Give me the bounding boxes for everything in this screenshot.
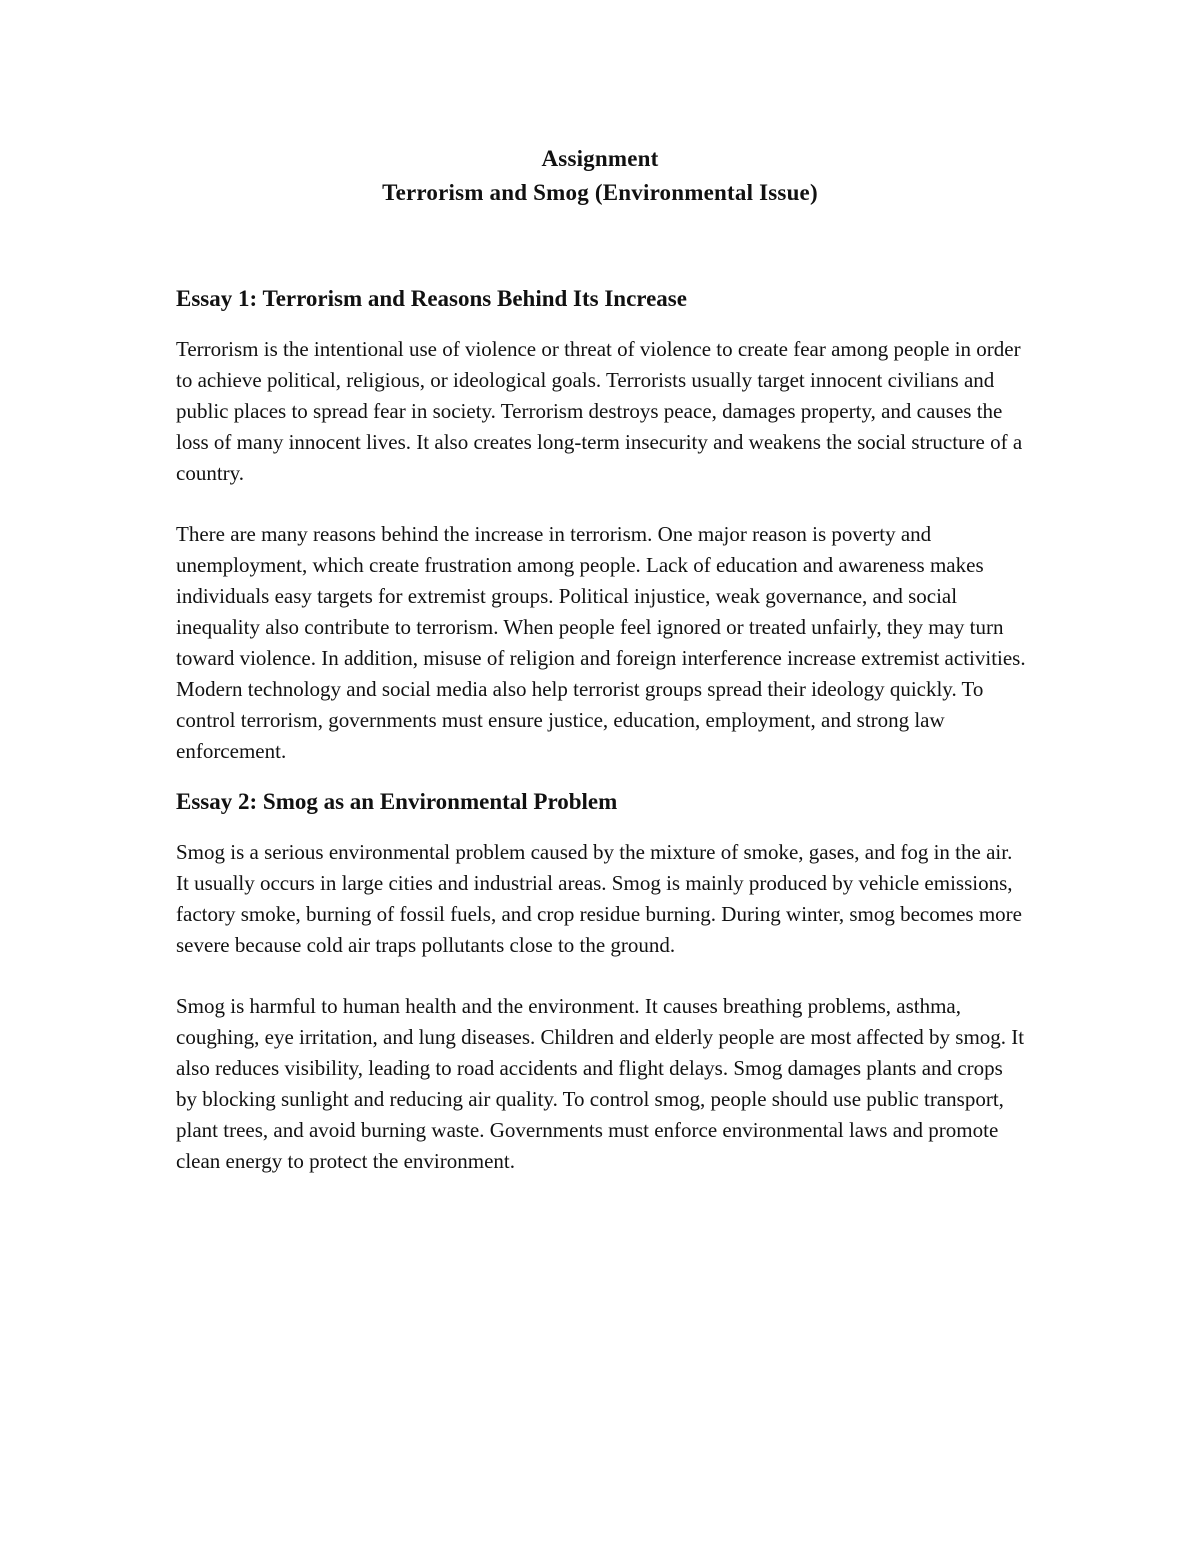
essay-2: [176, 783, 1028, 1177]
essay-1: [176, 280, 1028, 767]
essay-2-paragraph-2: Smog is harmful to human health and the environment. It causes breathing problems, asthma, coughing, eye irritation, and lung diseases. Children and elderly people are most affected by smog. It also reduces visibility, leading to road accidents and flight delays. Smog damages plants and crops by blocking sunlight and reducing air quality. To control smog, people should use public transport, plant trees, and avoid burning waste. Governments must enforce environmental laws and promote clean energy to protect the environment.: [176, 994, 1025, 1173]
document-body: [176, 280, 1028, 1177]
essay-2-heading: Essay 2: Smog as an Environmental Problem: [176, 789, 618, 814]
document-subtitle: Terrorism and Smog (Environmental Issue): [382, 180, 818, 205]
document-title: Assignment: [541, 146, 659, 171]
essay-2-paragraph-1: Smog is a serious environmental problem caused by the mixture of smoke, gases, and fog in the air. It usually occurs in large cities and industrial areas. Smog is mainly produced by vehicle emissions, factory smoke, burning of fossil fuels, and crop residue burning. During winter, smog becomes more severe because cold air traps pollutants close to the ground.: [176, 840, 1022, 957]
title-block: [0, 142, 1200, 210]
essay-1-heading: Essay 1: Terrorism and Reasons Behind Its Increase: [176, 286, 687, 311]
essay-1-paragraph-2: There are many reasons behind the increase in terrorism. One major reason is poverty and unemployment, which create frustration among people. Lack of education and awareness makes individuals easy targets for extremist groups. Political injustice, weak governance, and social inequality also contribute to terrorism. When people feel ignored or treated unfairly, they may turn toward violence. In addition, misuse of religion and foreign interference increase extremist activities. Modern technology and social media also help terrorist groups spread their ideology quickly. To control terrorism, governments must ensure justice, education, employment, and strong law enforcement.: [176, 522, 1026, 763]
essay-1-paragraph-1: Terrorism is the intentional use of violence or threat of violence to create fear among people in order to achieve political, religious, or ideological goals. Terrorists usually target innocent civilians and public places to spread fear in society. Terrorism destroys peace, damages property, and causes the loss of many innocent lives. It also creates long-term insecurity and weakens the social structure of a country.: [176, 337, 1023, 485]
